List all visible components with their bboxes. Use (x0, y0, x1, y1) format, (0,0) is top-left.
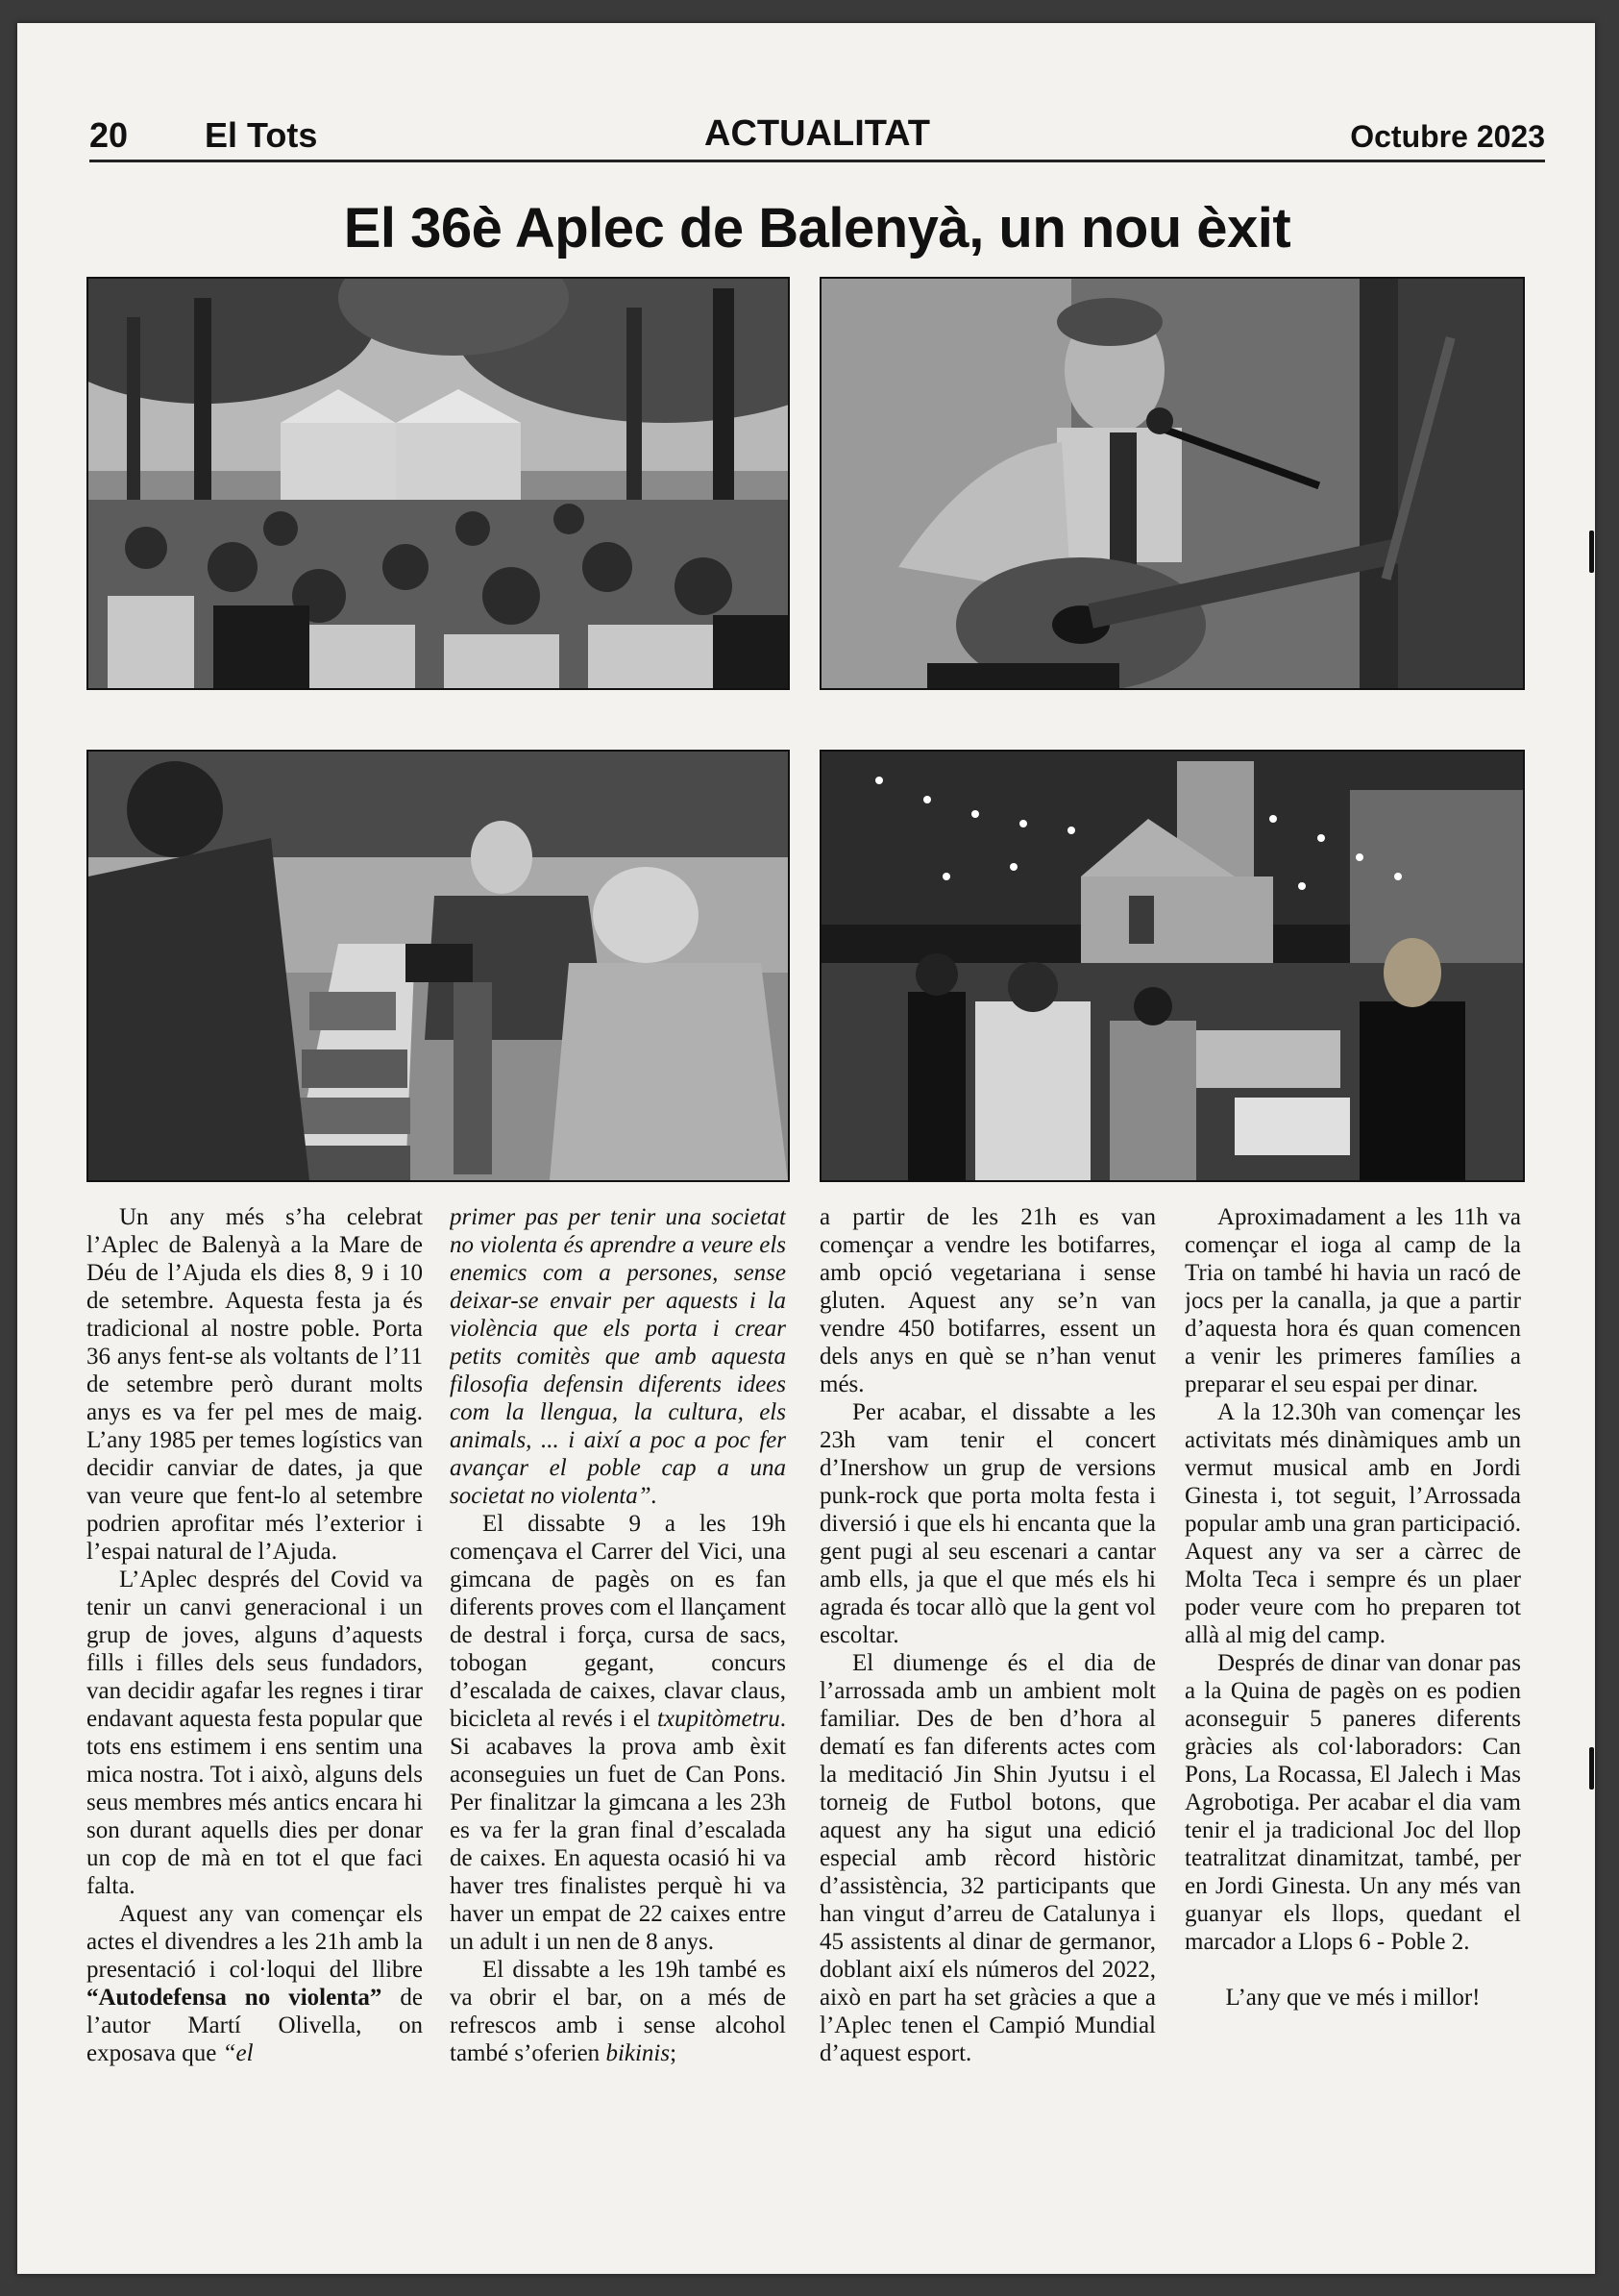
article-column-3 (820, 1203, 1156, 2251)
article-column-4 (1185, 1203, 1521, 2251)
paragraph: El diumenge és el dia de l’arrossada amb un ambient molt familiar. Des de ben d’hora al dematí es fan diferents actes com la meditació Jin Shin Jyutsu i el torneig de Futbol botons, que aquest any ha sigut una edició especial amb rècord històric d’assistència, 32 participants que han vingut d’arreu de Catalunya i 45 assistents al dinar de germanor, doblant així els números del 2022, això en part ha set gràcies a que a l’Aplec tenen el Campió Mundial d’aquest esport. (820, 1650, 1156, 2066)
paragraph (450, 1956, 786, 2067)
book-title: “Autodefensa no violenta” (86, 1985, 382, 2011)
paragraph (450, 1510, 786, 1956)
text-run: Aquest any van començar els actes el divendres a les 21h amb la presentació i col·loqui del llibre (86, 1901, 423, 1983)
publication-name: El Tots (205, 115, 318, 155)
paragraph: L’Aplec després del Covid va tenir un canvi generacional i un grup de joves, alguns d’aquests fills i filles dels seus fundadors, van decidir agafar les regnes i tirar endavant aquesta festa popular que tots ens estimem i ens sentim una mica nostra. Tot i això, alguns dels seus membres més antics encara hi son durant aquells dies per donar un cop de mà en tot el que faci falta. (86, 1567, 423, 1899)
photo-audience (86, 277, 790, 690)
paragraph (450, 1203, 786, 1510)
text-run: . Si acabaves la prova amb èxit aconseguies un fuet de Can Pons. Per finalitzar la gimcana a les 23h es va fer la gran final d’escalada de caixes. En aquesta ocasió hi va haver tres finalistes perquè hi va haver un empat de 22 caixes entre un adult i un nen de 8 anys. (450, 1706, 786, 1955)
page-header (89, 96, 1545, 162)
quote-text: primer pas per tenir una societat no violenta és aprendre a veure els enemics com a persones, sense deixar-se envair per aquests i la violència que els porta i crear petits comitès que amb aquesta filosofia defensin diferents idees com la llengua, la cultura, els animals, ... i així a poc a poc fer avançar el poble cap a una societat no violenta”. (450, 1204, 786, 1509)
paragraph: Aproximadament a les 11h va començar el ioga al camp de la Tria on també hi havia un racó de jocs per la canalla, ja que a partir d’aquesta hora és quan comencen a venir les primeres famílies a preparar el seu espai per dinar. (1185, 1204, 1521, 1397)
paragraph (86, 1900, 423, 2067)
text-run: de l’autor Martí Olivella, on exposava que (86, 1985, 423, 2066)
paragraph: Un any més s’ha celebrat l’Aplec de Balenyà a la Mare de Déu de l’Ajuda els dies 8, 9 i 10 de setembre. Aquesta festa ja és tradicional al nostre poble. Porta 36 anys fent-se als voltants de l’11 de setembre però durant molts anys es va fer pel mes de maig. L’any 1985 per temes logístics van decidir canviar de dates, ja que van veure que fent-lo al setembre podrien aprofitar més l’exterior i l’espai natural de l’Ajuda. (86, 1204, 423, 1565)
article-headline: El 36è Aplec de Balenyà, un nou èxit (343, 197, 1291, 259)
text-run: ; (670, 2040, 677, 2066)
text-run: El dissabte a les 19h també es va obrir el bar, on a més de refrescos amb i sense alcohol també s’oferien (450, 1957, 786, 2066)
paragraph: Per acabar, el dissabte a les 23h vam tenir el concert d’Inershow un grup de versions punk-rock que porta molta festa i diversió i que els hi encanta que la gent pugi al seu escenari a cantar amb ells, ja que el que més els hi agrada és tocar allò que la gent vol escoltar. (820, 1399, 1156, 1648)
issue-date: Octubre 2023 (1350, 119, 1545, 154)
term: txupitòmetru (656, 1706, 780, 1732)
closing-line: L’any que ve més i millor! (1225, 1985, 1481, 2011)
paragraph: a partir de les 21h es van començar a vendre les botifarres, amb opció vegetariana i sense gluten. Aquest any se’n van vendre 450 botifarres, essent un dels anys en què se n’han venut més. (820, 1204, 1156, 1397)
photo-food-serving (86, 750, 790, 1182)
paragraph: Després de dinar van donar pas a la Quina de pagès on es podien aconseguir 5 paneres diferents gràcies als col·laboradors: Can Pons, La Rocassa, El Jalech i Mas Agrobotiga. Per acabar el dia vam tenir el ja tradicional Joc del llop teatralitzat dinamitzat, també, per en Jordi Ginesta. Un any més van guanyar els llops, quedant el marcador a Llops 6 - Poble 2. (1185, 1650, 1521, 1955)
newspaper-page (17, 23, 1595, 2274)
photo-night-square (820, 750, 1525, 1182)
binding-mark (1589, 531, 1594, 573)
text-run: El dissabte 9 a les 19h començava el Carrer del Vici, una gimcana de pagès on es fan diferents proves com el llançament de destral i força, cursa de sacs, tobogan gegant, concurs d’escalada de caixes, clavar claus, bicicleta al revés i el (450, 1511, 786, 1732)
page-number: 20 (89, 115, 129, 155)
section-title: ACTUALITAT (704, 113, 930, 154)
paragraph: A la 12.30h van començar les activitats més dinàmiques amb un vermut musical amb en Jordi Ginesta i, tot seguit, l’Arrossada popular amb una gran participació. Aquest any va ser a càrrec de Molta Teca i sempre és un plaer poder veure com ho preparen tot allà al mig del camp. (1185, 1399, 1521, 1648)
photo-guitarist (820, 277, 1525, 690)
binding-mark (1589, 1747, 1594, 1790)
quote-start: “el (222, 2040, 254, 2066)
term: bikinis (605, 2040, 671, 2066)
article-column-1 (86, 1203, 423, 2251)
article-column-2 (450, 1203, 786, 2251)
